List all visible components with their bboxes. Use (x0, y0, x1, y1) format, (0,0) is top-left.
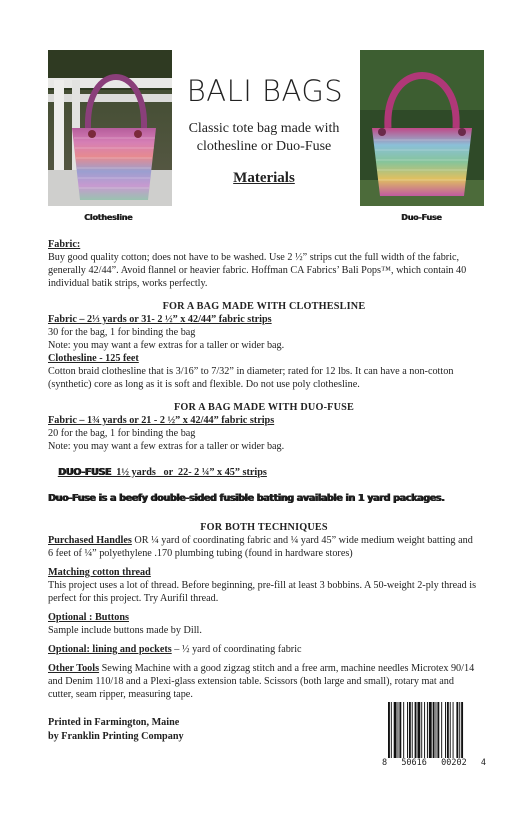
barcode-digits-group2: 00202 (441, 758, 467, 768)
clothesline-heading: Clothesline - 125 feet (48, 353, 139, 364)
barcode-bar (407, 702, 408, 758)
thread-label: Matching cotton thread (48, 567, 151, 578)
barcode-bar (394, 702, 397, 758)
barcode-bar (450, 702, 451, 758)
duofuse-bag-photo (360, 50, 484, 206)
barcode-digit-right: 4 (480, 758, 486, 768)
barcode-bar (441, 702, 442, 758)
duofuse-caption: Duo-Fuse (401, 213, 442, 222)
materials-content (48, 238, 480, 701)
tools-label: Other Tools (48, 663, 100, 674)
duofuse-bag-image (360, 50, 484, 206)
barcode-bar (415, 702, 417, 758)
barcode-digits (382, 758, 486, 768)
clothesline-caption: Clothesline (84, 213, 133, 222)
duofuse-section-heading: FOR A BAG MADE WITH DUO-FUSE (173, 402, 355, 413)
clothesline-line2: Note: you may want a few extras for a taller or wider bag. (48, 340, 285, 351)
clothesline-bag-image (48, 50, 172, 206)
fabric-body: Buy good quality cotton; does not have to be washed. Use 2 ½” strips cut the full width of the fabric, generally 42/44”. Avoid flannel or heavier fabric. Hoffman CA Fabrics’ Bali Pops™, which contain 40 individual batik strips, works perfectly. (48, 252, 467, 289)
duofuse-fabric-line: Fabric – 1¾ yards or 21 - 2 ½” x 42/44” fabric strips (48, 415, 275, 426)
handles-body: OR ¼ yard of coordinating fabric and ¼ yard 45” wide medium weight batting and 6 feet of ¼” polyethylene .170 plumbing tubing (found in hardware stores) (48, 535, 473, 559)
clothesline-body: Cotton braid clothesline that is 3/16” to 7/32” in diameter; rated for 12 lbs. It can have a non-cotton (synthetic) core as long as it is soft and flexible. Do not use poly clothesline. (48, 366, 454, 390)
both-section-heading: FOR BOTH TECHNIQUES (200, 522, 328, 533)
brand-title: BALI BAGS (186, 74, 344, 108)
barcode-bar (388, 702, 390, 758)
duofuse-note: Duo-Fuse is a beefy double-sided fusible batting available in 1 yard packages. (48, 493, 445, 504)
barcode-bar (409, 702, 411, 758)
barcode-digit-left: 8 (382, 758, 388, 768)
barcode-bar (399, 702, 401, 758)
barcode-bar (391, 702, 392, 758)
duofuse-label: DUO-FUSE (58, 467, 112, 478)
barcode-bar (459, 702, 460, 758)
barcode-bar (403, 702, 404, 758)
barcode-bar (421, 702, 422, 758)
barcode-bar (447, 702, 449, 758)
handles-label: Purchased Handles (48, 535, 132, 546)
lining-body: – ½ yard of coordinating fabric (171, 644, 302, 655)
barcode-bar (417, 702, 420, 758)
barcode-bar (398, 702, 399, 758)
barcode-digits-group1: 50616 (401, 758, 427, 768)
duofuse-line1: 20 for the bag, 1 for binding the bag (48, 428, 196, 439)
barcode-bar (461, 702, 463, 758)
tools-body: Sewing Machine with a good zigzag stitch and a free arm, machine needles Microtex 90/14 and Denim 110/18 and a Plexi-glass extension table. Scissors (both large and small), rotary mat and cutter, seam ripper, measuring tape. (48, 663, 475, 700)
barcode-bar (429, 702, 432, 758)
barcode-bar (453, 702, 454, 758)
upc-barcode (386, 702, 486, 758)
printer-line2: by Franklin Printing Company (48, 731, 184, 742)
clothesline-bag-photo (48, 50, 172, 206)
barcode-bar (437, 702, 439, 758)
barcode-bar (436, 702, 437, 758)
thread-body: This project uses a lot of thread. Before beginning, pre-fill at least 3 bobbins. A 50-weight 2-ply thread is perfect for this project. Try Aurifil thread. (48, 580, 477, 604)
barcode-bar (427, 702, 428, 758)
tools-paragraph (48, 662, 480, 701)
buttons-body: Sample include buttons made by Dill. (48, 625, 202, 636)
fabric-heading: Fabric: (48, 239, 81, 250)
barcode-bar (433, 702, 435, 758)
printer-credit (48, 716, 184, 744)
duofuse-amount-line (48, 453, 480, 492)
handles-paragraph (48, 534, 480, 560)
lining-paragraph (48, 643, 480, 656)
printer-line1: Printed in Farmington, Maine (48, 717, 180, 728)
clothesline-fabric-line: Fabric – 2⅓ yards or 31- 2 ½” x 42/44” fabric strips (48, 314, 272, 325)
lining-label: Optional: lining and pockets (48, 644, 172, 655)
materials-heading: Materials (233, 170, 295, 186)
buttons-label: Optional : Buttons (48, 612, 129, 623)
barcode-bar (456, 702, 458, 758)
clothesline-line1: 30 for the bag, 1 for binding the bag (48, 327, 196, 338)
duofuse-amount: 1½ yards or 22- 2 ¼” x 45” strips (111, 467, 267, 478)
clothesline-section-heading: FOR A BAG MADE WITH CLOTHESLINE (162, 301, 366, 312)
subtitle: Classic tote bag made with clothesline or Duo-Fuse (188, 121, 340, 154)
barcode-bar (445, 702, 446, 758)
barcode-bar (412, 702, 413, 758)
barcode-bar (424, 702, 425, 758)
duofuse-line2: Note: you may want a few extras for a taller or wider bag. (48, 441, 285, 452)
